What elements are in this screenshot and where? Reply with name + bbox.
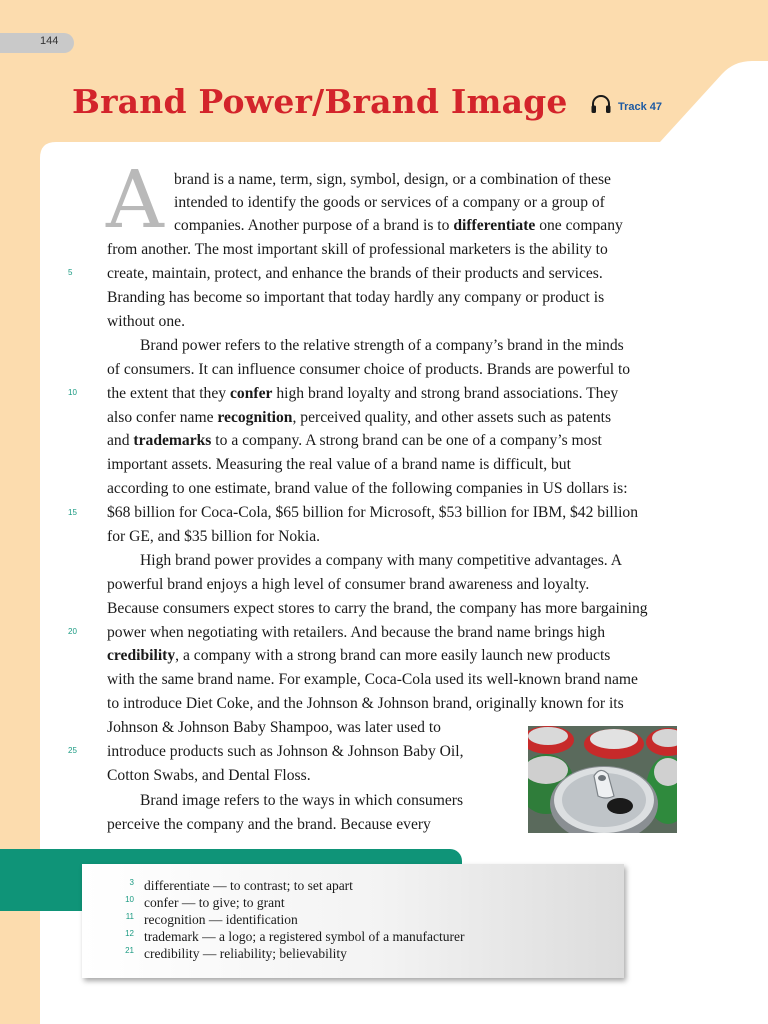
body-line: Branding has become so important that today hardly any company or product is	[107, 289, 605, 306]
glossary-line-number: 3	[129, 878, 134, 887]
line-number: 20	[68, 627, 77, 636]
glossary-definition: trademark — a logo; a registered symbol of a manufacturer	[144, 929, 465, 944]
body-line: Johnson & Johnson Baby Shampoo, was later used to	[107, 719, 441, 736]
glossary-line-number: 11	[125, 912, 134, 921]
body-line: perceive the company and the brand. Because every	[107, 816, 431, 833]
body-line: and trademarks to a company. A strong brand can be one of a company’s most	[107, 432, 602, 449]
body-line: create, maintain, protect, and enhance the brands of their products and services.	[107, 265, 603, 282]
glossary-line-number: 10	[125, 895, 134, 904]
vocab-term: confer	[229, 385, 273, 402]
vocab-term: credibility	[107, 647, 176, 664]
headphones-icon[interactable]	[590, 93, 612, 115]
body-line: companies. Another purpose of a brand is to differentiate one company	[174, 217, 623, 234]
body-line: credibility, a company with a strong brand can more easily launch new products	[107, 647, 611, 664]
body-line: Brand power refers to the relative strength of a company’s brand in the minds	[140, 337, 624, 354]
vocab-term: differentiate	[453, 217, 536, 234]
track-label[interactable]: Track 47	[618, 101, 663, 113]
body-line: important assets. Measuring the real value of a brand name is difficult, but	[107, 456, 571, 473]
body-line: according to one estimate, brand value of the following companies in US dollars is:	[107, 480, 628, 497]
vocab-term: trademarks	[133, 432, 212, 449]
body-line: to introduce Diet Coke, and the Johnson & Johnson brand, originally known for its	[107, 695, 624, 712]
soda-cans-photo	[528, 726, 677, 833]
body-line: without one.	[107, 313, 185, 330]
glossary-box	[82, 864, 624, 978]
glossary-item	[82, 878, 624, 895]
glossary-item	[82, 912, 624, 929]
line-number: 10	[68, 388, 77, 397]
body-line: High brand power provides a company with many competitive advantages. A	[140, 552, 622, 569]
glossary-line-number: 12	[125, 929, 134, 938]
body-line: the extent that they confer high brand loyalty and strong brand associations. They	[107, 385, 619, 402]
body-line: brand is a name, term, sign, symbol, design, or a combination of these	[174, 171, 611, 188]
body-line: powerful brand enjoys a high level of consumer brand awareness and loyalty.	[107, 576, 590, 593]
body-line: introduce products such as Johnson & Johnson Baby Oil,	[107, 743, 464, 760]
line-number: 25	[68, 746, 77, 755]
body-line: for GE, and $35 billion for Nokia.	[107, 528, 321, 545]
body-line: $68 billion for Coca-Cola, $65 billion for Microsoft, $53 billion for IBM, $42 billion	[107, 504, 639, 521]
body-line: with the same brand name. For example, Coca-Cola used its well-known brand name	[107, 671, 638, 688]
glossary-line-number: 21	[125, 946, 134, 955]
glossary-definition: recognition — identification	[144, 912, 298, 927]
line-number: 5	[68, 268, 73, 277]
glossary-item	[82, 895, 624, 912]
page-title: Brand Power/Brand Image	[72, 82, 568, 121]
body-line: Because consumers expect stores to carry the brand, the company has more bargaining	[107, 600, 648, 617]
page-number: 144	[40, 35, 59, 47]
body-line: Cotton Swabs, and Dental Floss.	[107, 767, 311, 784]
body-line: intended to identify the goods or services of a company or a group of	[174, 194, 605, 211]
glossary-item	[82, 946, 624, 963]
body-line: also confer name recognition, perceived quality, and other assets such as patents	[107, 409, 612, 426]
glossary-definition: differentiate — to contrast; to set apart	[144, 878, 353, 893]
body-line: Brand image refers to the ways in which consumers	[140, 792, 464, 809]
glossary-definition: confer — to give; to grant	[144, 895, 285, 910]
line-number: 15	[68, 508, 77, 517]
body-line: of consumers. It can influence consumer choice of products. Brands are powerful to	[107, 361, 631, 378]
glossary-item	[82, 929, 624, 946]
drop-cap: A	[106, 153, 164, 246]
body-line: power when negotiating with retailers. And because the brand name brings high	[107, 624, 605, 641]
body-line: from another. The most important skill of professional marketers is the ability to	[107, 241, 608, 258]
vocab-term: recognition	[217, 409, 293, 426]
glossary-definition: credibility — reliability; believability	[144, 946, 347, 961]
